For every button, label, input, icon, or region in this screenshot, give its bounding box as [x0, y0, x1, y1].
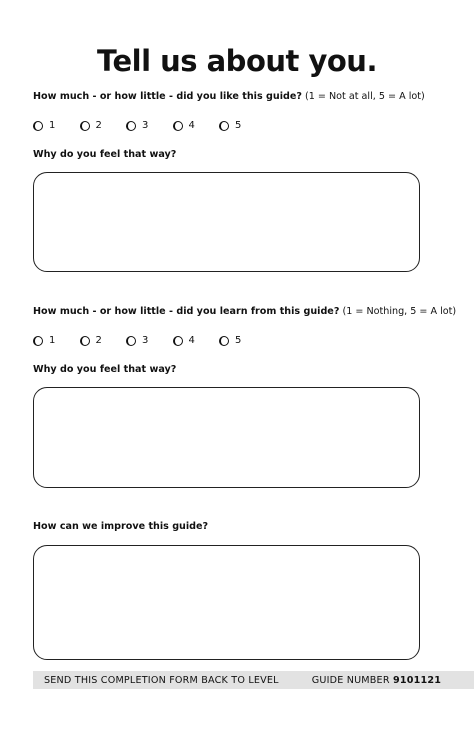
radio-circle-icon[interactable] — [80, 336, 90, 346]
radio-option-1[interactable] — [33, 120, 80, 131]
question-why-like — [33, 149, 176, 160]
rating-group-learn — [33, 335, 266, 346]
question-scale-hint: (1 = Not at all, 5 = A lot) — [305, 91, 425, 102]
question-like-guide — [33, 91, 425, 102]
radio-option-2[interactable] — [80, 120, 127, 131]
guide-number-label — [312, 675, 441, 686]
answer-textarea-why-like[interactable] — [33, 172, 420, 272]
radio-circle-icon[interactable] — [219, 336, 229, 346]
radio-label: 1 — [49, 335, 56, 346]
send-instructions: SEND THIS COMPLETION FORM BACK TO LEVEL — [44, 674, 279, 686]
question-text: How can we improve this guide? — [33, 521, 209, 532]
radio-circle-icon[interactable] — [126, 336, 136, 346]
radio-option-5[interactable] — [219, 335, 266, 346]
rating-group-like — [33, 120, 266, 131]
radio-label: 1 — [49, 120, 56, 131]
guide-number-value: 9101121 — [392, 674, 442, 686]
footer-bar — [33, 671, 474, 689]
radio-option-2[interactable] — [80, 335, 127, 346]
question-scale-hint: (1 = Nothing, 5 = A lot) — [342, 306, 457, 317]
radio-circle-icon[interactable] — [219, 121, 229, 131]
question-improve — [33, 521, 208, 532]
guide-label-text: GUIDE NUMBER — [311, 674, 390, 686]
radio-circle-icon[interactable] — [33, 336, 43, 346]
radio-label: 2 — [95, 120, 102, 131]
radio-label: 4 — [188, 120, 195, 131]
radio-option-4[interactable] — [173, 335, 220, 346]
question-text: How much - or how little - did you learn from this guide? — [33, 306, 340, 317]
question-learn-guide — [33, 306, 456, 317]
radio-label: 4 — [188, 335, 195, 346]
radio-label: 5 — [235, 335, 242, 346]
radio-label: 5 — [235, 120, 242, 131]
radio-label: 3 — [142, 120, 149, 131]
radio-circle-icon[interactable] — [33, 121, 43, 131]
radio-circle-icon[interactable] — [173, 336, 183, 346]
radio-label: 3 — [142, 335, 149, 346]
question-text: Why do you feel that way? — [33, 149, 177, 160]
radio-label: 2 — [95, 335, 102, 346]
radio-circle-icon[interactable] — [80, 121, 90, 131]
radio-circle-icon[interactable] — [173, 121, 183, 131]
question-text: How much - or how little - did you like this guide? — [33, 91, 302, 102]
page-title: Tell us about you. — [97, 44, 377, 78]
radio-option-1[interactable] — [33, 335, 80, 346]
answer-textarea-why-learn[interactable] — [33, 387, 420, 488]
radio-option-3[interactable] — [126, 335, 173, 346]
question-why-learn — [33, 364, 176, 375]
answer-textarea-improve[interactable] — [33, 545, 420, 660]
radio-option-5[interactable] — [219, 120, 266, 131]
radio-option-4[interactable] — [173, 120, 220, 131]
question-text: Why do you feel that way? — [33, 364, 177, 375]
radio-option-3[interactable] — [126, 120, 173, 131]
radio-circle-icon[interactable] — [126, 121, 136, 131]
